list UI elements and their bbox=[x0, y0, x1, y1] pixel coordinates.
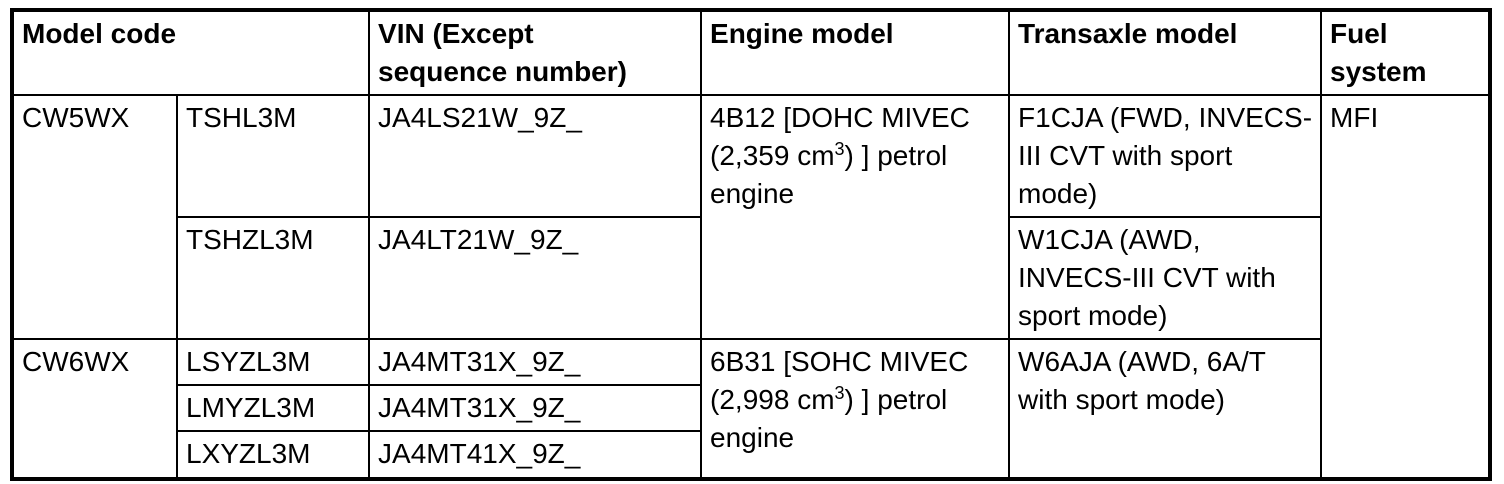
engine-text-post: ) ] petrol engine bbox=[710, 140, 948, 209]
header-transaxle-model bbox=[1009, 10, 1321, 95]
cell-transaxle: W6AJA (AWD, 6A/T with sport mode) bbox=[1009, 339, 1321, 479]
cell-vin: JA4MT31X_9Z_ bbox=[369, 339, 701, 385]
cell-variant-code: TSHZL3M bbox=[177, 217, 369, 339]
cell-vin: JA4MT41X_9Z_ bbox=[369, 431, 701, 479]
cell-variant-code: TSHL3M bbox=[177, 95, 369, 217]
header-vin-line2: sequence number) bbox=[378, 56, 627, 87]
engine-text-pre: 6B31 [SOHC MIVEC (2,998 cm bbox=[710, 346, 969, 415]
cell-engine-6b31 bbox=[701, 339, 1009, 479]
header-engine-model-label: Engine model bbox=[710, 18, 894, 49]
engine-text-pre: 4B12 [DOHC MIVEC (2,359 cm bbox=[710, 102, 970, 171]
cell-vin: JA4MT31X_9Z_ bbox=[369, 385, 701, 431]
header-vin-line1: VIN (Except bbox=[378, 18, 534, 49]
header-model-code-label: Model code bbox=[22, 18, 177, 49]
cell-vin: JA4LT21W_9Z_ bbox=[369, 217, 701, 339]
cell-vin: JA4LS21W_9Z_ bbox=[369, 95, 701, 217]
engine-displacement-superscript: 3 bbox=[834, 383, 845, 403]
header-model-code bbox=[12, 10, 369, 95]
cell-model-code-cw5wx: CW5WX bbox=[12, 95, 177, 339]
header-fuel-line1: Fuel bbox=[1330, 18, 1388, 49]
cell-model-code-cw6wx: CW6WX bbox=[12, 339, 177, 479]
vehicle-spec-table bbox=[10, 8, 1492, 481]
cell-engine-4b12 bbox=[701, 95, 1009, 339]
header-transaxle-model-label: Transaxle model bbox=[1018, 18, 1238, 49]
cell-variant-code: LMYZL3M bbox=[177, 385, 369, 431]
header-fuel-line2: system bbox=[1330, 56, 1427, 87]
header-engine-model bbox=[701, 10, 1009, 95]
header-row bbox=[12, 10, 1490, 95]
engine-displacement-superscript: 3 bbox=[834, 139, 845, 159]
table-row bbox=[12, 95, 1490, 217]
cell-fuel-system: MFI bbox=[1321, 95, 1490, 479]
cell-variant-code: LXYZL3M bbox=[177, 431, 369, 479]
engine-text-post: ) ] petrol engine bbox=[710, 384, 948, 453]
cell-transaxle: F1CJA (FWD, INVECS-III CVT with sport mode) bbox=[1009, 95, 1321, 217]
header-fuel-system bbox=[1321, 10, 1490, 95]
table-row bbox=[12, 339, 1490, 385]
header-vin bbox=[369, 10, 701, 95]
cell-variant-code: LSYZL3M bbox=[177, 339, 369, 385]
cell-transaxle: W1CJA (AWD, INVECS-III CVT with sport mode) bbox=[1009, 217, 1321, 339]
